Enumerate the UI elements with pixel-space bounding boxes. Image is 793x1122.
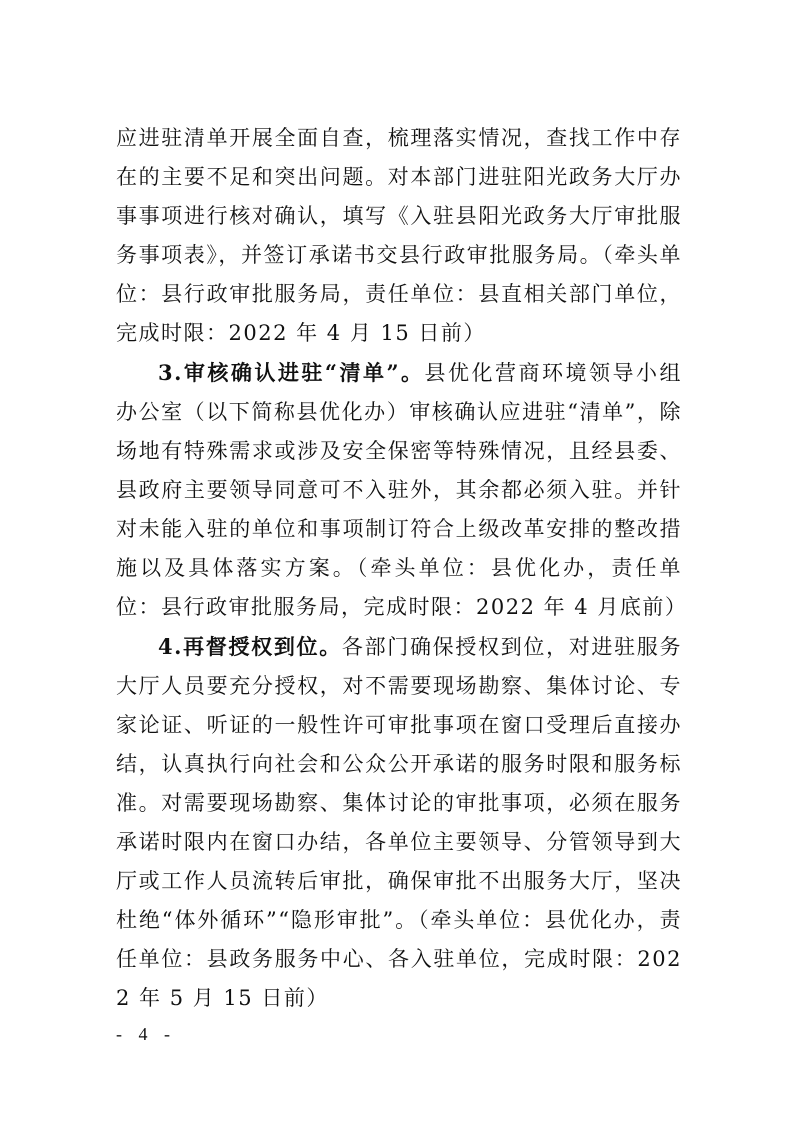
paragraph-review-list (116, 353, 688, 627)
paragraph-text: 县优化营商环境领导小组办公室（以下简称县优化办）审核确认应进驻“清单”，除场地有特殊需求或涉及安全保密等特殊情况，且经县委、县政府主要领导同意可不入驻外，其余都必须入驻。并针对未能入驻的单位和事项制订符合上级改革安排的整改措施以及具体落实方案。（牵头单位：县优化办，责任单位：县行政审批服务局，完成时限：2022 年 4 月底前） (116, 361, 688, 619)
paragraph-continued (116, 119, 682, 353)
document-body (116, 119, 688, 1018)
section-heading: 4.再督授权到位。 (158, 634, 342, 659)
paragraph-authorization (116, 627, 682, 1018)
paragraph-text: 应进驻清单开展全面自查，梳理落实情况，查找工作中存在的主要不足和突出问题。对本部门进驻阳光政务大厅办事事项进行核对确认，填写《入驻县阳光政务大厅审批服务事项表》，并签订承诺书交县行政审批服务局。（牵头单位：县行政审批服务局，责任单位：县直相关部门单位，完成时限：2022 年 4 月 15 日前） (116, 126, 682, 345)
page-number: - 4 - (116, 1024, 176, 1044)
section-heading: 3.审核确认进驻“清单”。 (158, 360, 425, 385)
paragraph-text: 各部门确保授权到位，对进驻服务大厅人员要充分授权，对不需要现场勘察、集体讨论、专家论证、听证的一般性许可审批事项在窗口受理后直接办结，认真执行向社会和公众公开承诺的服务时限和服务标准。对需要现场勘察、集体讨论的审批事项，必须在服务承诺时限内在窗口办结，各单位主要领导、分管领导到大厅或工作人员流转后审批，确保审批不出服务大厅，坚决杜绝“体外循环”“隐形审批”。（牵头单位：县优化办，责任单位：县政务服务中心、各入驻单位，完成时限：2022 年 5 月 15 日前） (116, 635, 682, 1010)
